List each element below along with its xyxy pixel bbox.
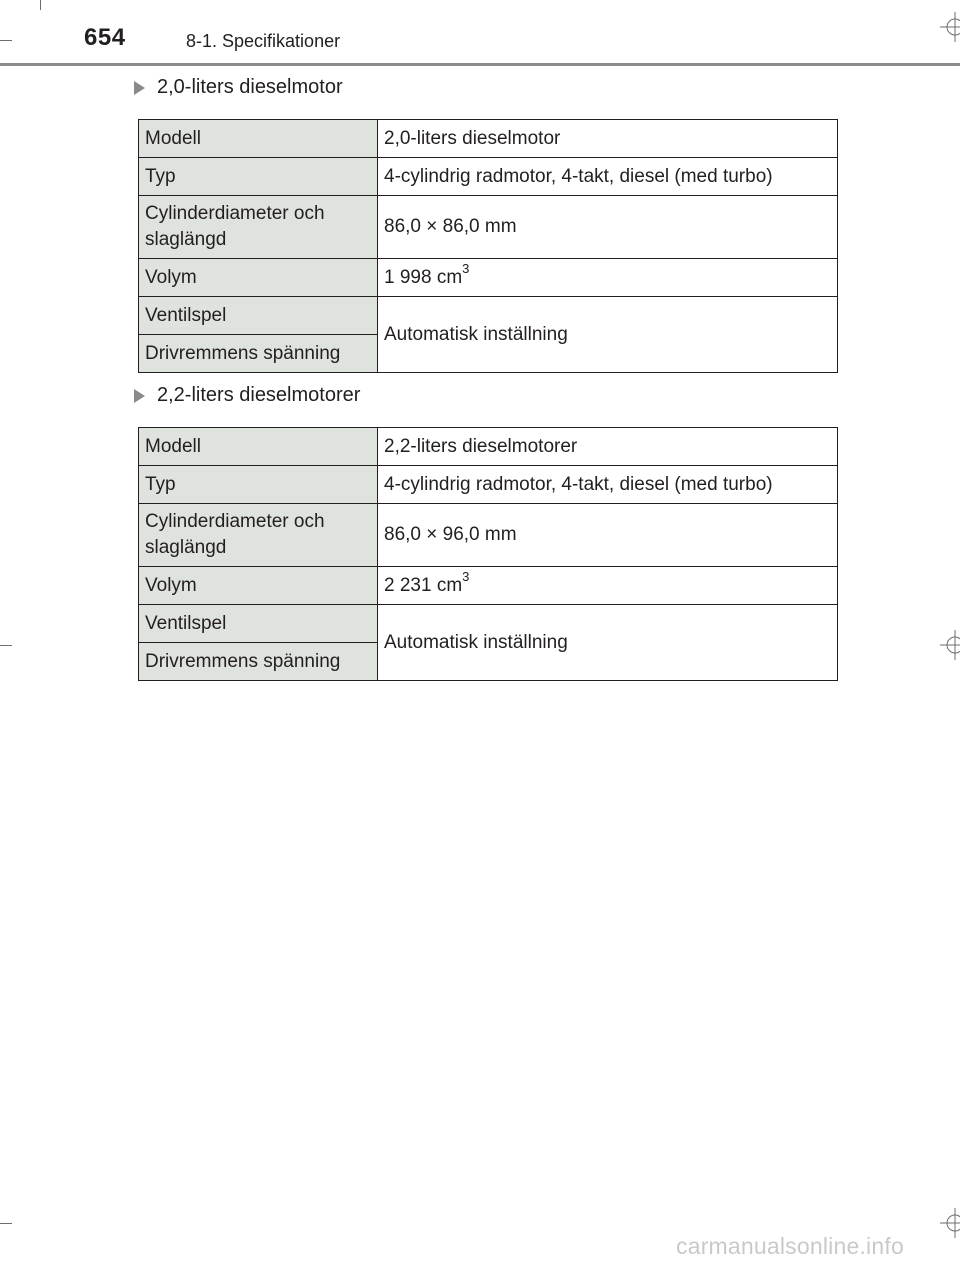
registration-mark-bottom-right [940,1208,960,1238]
table-row [139,158,838,196]
table-row [139,428,838,466]
watermark: carmanualsonline.info [676,1233,904,1259]
crop-mark-bottom-left [0,1223,12,1224]
volume-exponent: 3 [462,569,470,585]
volume-number: 1 998 cm [384,266,463,288]
table-row [139,259,838,297]
bullet-heading-engine-20 [134,76,343,99]
crop-mark-top-left-v [40,0,41,10]
bullet-heading-engine-22 [134,384,360,407]
table-row [139,466,838,504]
table-row [139,605,838,643]
registration-mark-top-right [940,12,960,42]
row-value-automatic: Automatisk inställning [378,605,838,681]
row-value-volume [378,567,838,605]
row-label-bore-stroke [139,196,378,259]
table-row [139,196,838,259]
row-value-type: 4-cylindrig radmotor, 4-takt, diesel (med turbo) [378,466,838,504]
bore-label-line1: Cylinderdiameter och [145,511,325,532]
page-number: 654 [84,24,126,51]
table-row [139,567,838,605]
row-value-bore-stroke: 86,0 × 86,0 mm [378,196,838,259]
crop-mark-mid-left [0,645,12,646]
row-label-model: Modell [139,428,378,466]
row-label-belt-tension: Drivremmens spänning [139,335,378,373]
bore-label-line2: slaglängd [145,229,227,250]
row-label-model: Modell [139,120,378,158]
bullet-heading-text: 2,0-liters dieselmotor [157,76,343,98]
row-label-bore-stroke [139,504,378,567]
spec-table-engine-20 [138,119,838,373]
volume-exponent: 3 [462,261,470,277]
row-label-valve-clearance: Ventilspel [139,297,378,335]
bullet-heading-text: 2,2-liters dieselmotorer [157,384,361,406]
row-value-bore-stroke: 86,0 × 96,0 mm [378,504,838,567]
row-value-volume [378,259,838,297]
row-label-volume: Volym [139,567,378,605]
bore-label-line1: Cylinderdiameter och [145,203,325,224]
section-title: 8-1. Specifikationer [186,31,341,51]
row-value-automatic: Automatisk inställning [378,297,838,373]
triangle-bullet-icon [134,389,145,403]
row-value-model: 2,2-liters dieselmotorer [378,428,838,466]
row-label-valve-clearance: Ventilspel [139,605,378,643]
table-row [139,297,838,335]
registration-mark-mid-right [940,630,960,660]
spec-table-engine-22 [138,427,838,681]
bore-label-line2: slaglängd [145,537,227,558]
triangle-bullet-icon [134,81,145,95]
table-row [139,504,838,567]
row-label-belt-tension: Drivremmens spänning [139,643,378,681]
row-value-model: 2,0-liters dieselmotor [378,120,838,158]
table-row [139,120,838,158]
volume-number: 2 231 cm [384,574,463,596]
header-rule [0,63,960,66]
row-label-type: Typ [139,158,378,196]
crop-mark-top-left [0,40,12,41]
row-value-type: 4-cylindrig radmotor, 4-takt, diesel (med turbo) [378,158,838,196]
row-label-volume: Volym [139,259,378,297]
row-label-type: Typ [139,466,378,504]
